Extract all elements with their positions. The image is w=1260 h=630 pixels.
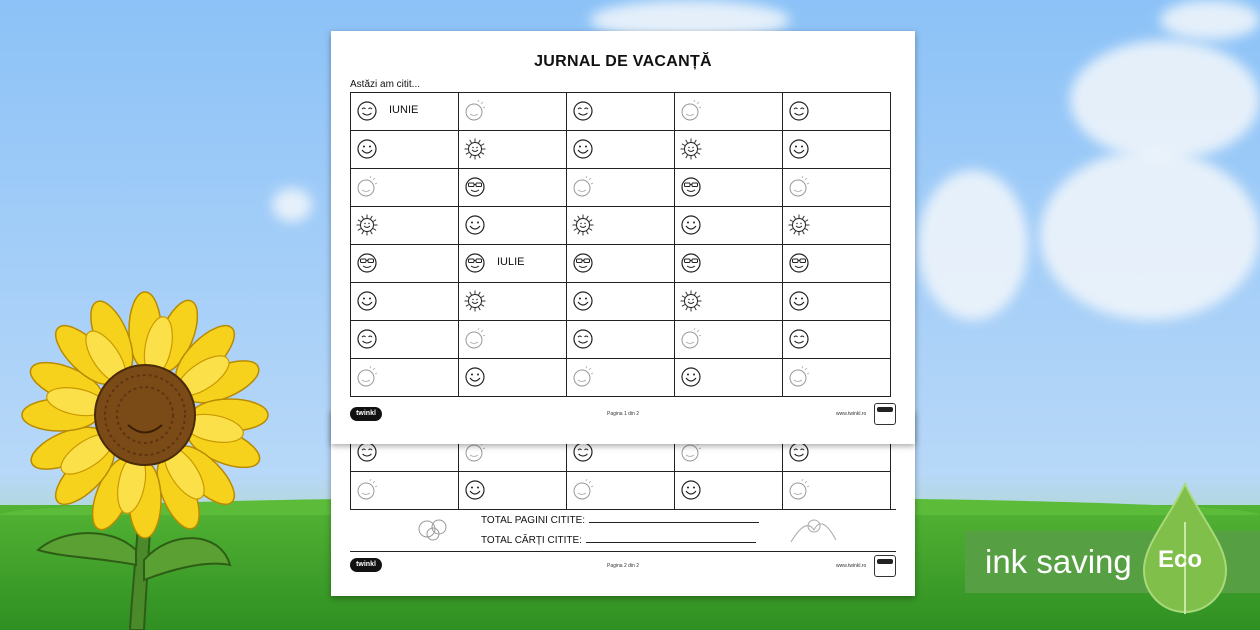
grid-cell[interactable] bbox=[351, 359, 459, 397]
grid-cell[interactable] bbox=[567, 207, 675, 245]
cloud bbox=[1040, 150, 1260, 320]
sun-face-icon bbox=[572, 366, 594, 388]
sun-face-icon bbox=[788, 176, 810, 198]
grin-face-icon bbox=[356, 290, 378, 312]
site-url: www.twinkl.ro bbox=[836, 411, 867, 417]
grid-cell[interactable] bbox=[567, 359, 675, 397]
grid-cell[interactable] bbox=[459, 207, 567, 245]
grid-row bbox=[351, 472, 891, 510]
grid-cell[interactable] bbox=[783, 245, 891, 283]
sun-face-icon bbox=[680, 100, 702, 122]
grid-cell[interactable] bbox=[783, 321, 891, 359]
grid-cell[interactable] bbox=[675, 245, 783, 283]
sunrays-face-icon bbox=[680, 138, 702, 160]
grid-cell[interactable] bbox=[351, 283, 459, 321]
month-label: IUNIE bbox=[389, 104, 419, 116]
grin-face-icon bbox=[680, 366, 702, 388]
grid-cell[interactable] bbox=[351, 207, 459, 245]
grid-cell[interactable] bbox=[675, 359, 783, 397]
sun-face-icon bbox=[680, 328, 702, 350]
grid-cell[interactable] bbox=[675, 283, 783, 321]
cloud bbox=[1070, 40, 1260, 160]
grin-face-icon bbox=[464, 214, 486, 236]
smile-face-icon bbox=[572, 328, 594, 350]
grid-row bbox=[351, 93, 891, 131]
smile-face-icon bbox=[788, 100, 810, 122]
grid-cell[interactable] bbox=[351, 131, 459, 169]
twinkl-logo: twinkl bbox=[350, 558, 382, 572]
grid-cell[interactable] bbox=[567, 245, 675, 283]
smile-face-icon bbox=[572, 100, 594, 122]
smile-face-icon bbox=[572, 441, 594, 463]
grin-face-icon bbox=[464, 366, 486, 388]
grid-cell[interactable] bbox=[675, 207, 783, 245]
site-url: www.twinkl.ro bbox=[836, 563, 867, 569]
sun-doodle-icon bbox=[413, 514, 453, 544]
grin-face-icon bbox=[680, 214, 702, 236]
smile-face-icon bbox=[356, 100, 378, 122]
grid-cell[interactable] bbox=[675, 472, 783, 510]
quality-badge-icon bbox=[874, 555, 896, 577]
grid-cell[interactable] bbox=[567, 321, 675, 359]
smile-face-icon bbox=[356, 328, 378, 350]
sun-face-icon bbox=[464, 441, 486, 463]
glasses-face-icon bbox=[464, 176, 486, 198]
grin-face-icon bbox=[572, 290, 594, 312]
grin-face-icon bbox=[464, 479, 486, 501]
grid-row bbox=[351, 169, 891, 207]
grid-cell[interactable] bbox=[351, 93, 459, 131]
grid-row bbox=[351, 207, 891, 245]
grid-cell[interactable] bbox=[675, 93, 783, 131]
grid-cell[interactable] bbox=[459, 472, 567, 510]
grid-row bbox=[351, 131, 891, 169]
sunflower-illustration bbox=[20, 290, 280, 630]
grid-cell[interactable] bbox=[567, 131, 675, 169]
total-books-label: TOTAL CĂRȚI CITITE: bbox=[481, 535, 582, 546]
glasses-face-icon bbox=[680, 252, 702, 274]
cloud bbox=[272, 188, 312, 222]
sunrays-face-icon bbox=[356, 214, 378, 236]
sun-face-icon bbox=[788, 366, 810, 388]
grid-cell[interactable] bbox=[783, 93, 891, 131]
grid-cell[interactable] bbox=[567, 472, 675, 510]
sun-face-icon bbox=[464, 100, 486, 122]
sun-face-icon bbox=[572, 176, 594, 198]
sunrays-face-icon bbox=[572, 214, 594, 236]
sun-face-icon bbox=[788, 479, 810, 501]
page-number-1: Pagina 1 din 2 bbox=[607, 411, 639, 417]
grid-cell[interactable] bbox=[459, 321, 567, 359]
smile-face-icon bbox=[788, 441, 810, 463]
grid-cell[interactable] bbox=[459, 283, 567, 321]
grid-cell[interactable] bbox=[783, 131, 891, 169]
sunrays-face-icon bbox=[788, 214, 810, 236]
grin-face-icon bbox=[788, 290, 810, 312]
worksheet-page-1 bbox=[331, 31, 915, 444]
sunrays-face-icon bbox=[680, 290, 702, 312]
grid-cell[interactable] bbox=[459, 169, 567, 207]
grid-cell[interactable] bbox=[351, 321, 459, 359]
grid-cell[interactable] bbox=[783, 472, 891, 510]
month-label: IULIE bbox=[497, 256, 525, 268]
grid-cell[interactable] bbox=[567, 93, 675, 131]
grid-cell[interactable] bbox=[783, 359, 891, 397]
grid-cell[interactable] bbox=[675, 321, 783, 359]
total-pages-line bbox=[481, 514, 759, 526]
sun-face-icon bbox=[464, 328, 486, 350]
grin-face-icon bbox=[572, 138, 594, 160]
grid-cell[interactable] bbox=[675, 169, 783, 207]
grin-face-icon bbox=[788, 138, 810, 160]
worksheet-subtitle: Astăzi am citit... bbox=[350, 79, 421, 90]
total-books-line bbox=[481, 534, 756, 546]
cloud bbox=[1160, 0, 1260, 40]
grid-row bbox=[351, 321, 891, 359]
grid-row bbox=[351, 283, 891, 321]
grid-row bbox=[351, 359, 891, 397]
reading-grid-page-1 bbox=[350, 92, 891, 397]
grid-cell[interactable] bbox=[459, 245, 567, 283]
grid-cell[interactable] bbox=[675, 131, 783, 169]
footer-divider bbox=[350, 551, 896, 552]
grid-cell[interactable] bbox=[783, 283, 891, 321]
grid-cell[interactable] bbox=[567, 169, 675, 207]
total-books-blank[interactable] bbox=[586, 534, 756, 543]
reading-grid-page-2 bbox=[350, 433, 891, 510]
sun-face-icon bbox=[356, 479, 378, 501]
grin-face-icon bbox=[680, 479, 702, 501]
sunrays-face-icon bbox=[464, 138, 486, 160]
glasses-face-icon bbox=[464, 252, 486, 274]
grid-cell[interactable] bbox=[351, 245, 459, 283]
smile-face-icon bbox=[356, 441, 378, 463]
grid-cell[interactable] bbox=[459, 131, 567, 169]
worksheet-title: JURNAL DE VACANȚĂ bbox=[534, 53, 712, 70]
total-pages-label: TOTAL PAGINI CITITE: bbox=[481, 515, 586, 526]
grid-cell[interactable] bbox=[459, 93, 567, 131]
total-pages-blank[interactable] bbox=[589, 514, 759, 523]
cloud bbox=[918, 170, 1028, 320]
sun-face-icon bbox=[680, 441, 702, 463]
glasses-face-icon bbox=[788, 252, 810, 274]
glasses-face-icon bbox=[356, 252, 378, 274]
glasses-face-icon bbox=[572, 252, 594, 274]
eco-label: Eco bbox=[1158, 546, 1203, 573]
sun-face-icon bbox=[356, 176, 378, 198]
grid-cell[interactable] bbox=[783, 207, 891, 245]
divider bbox=[350, 509, 896, 510]
ink-saving-label: ink saving bbox=[985, 543, 1132, 580]
grid-cell[interactable] bbox=[351, 169, 459, 207]
page-number-2: Pagina 2 din 2 bbox=[607, 563, 639, 569]
grid-cell[interactable] bbox=[783, 169, 891, 207]
flower-doodle-icon bbox=[786, 512, 842, 548]
twinkl-logo: twinkl bbox=[350, 407, 382, 421]
quality-badge-icon bbox=[874, 403, 896, 425]
grid-cell[interactable] bbox=[567, 283, 675, 321]
grid-cell[interactable] bbox=[459, 359, 567, 397]
sun-face-icon bbox=[356, 366, 378, 388]
grid-cell[interactable] bbox=[351, 472, 459, 510]
smile-face-icon bbox=[788, 328, 810, 350]
grin-face-icon bbox=[356, 138, 378, 160]
sun-face-icon bbox=[572, 479, 594, 501]
grid-row bbox=[351, 245, 891, 283]
glasses-face-icon bbox=[680, 176, 702, 198]
sunrays-face-icon bbox=[464, 290, 486, 312]
